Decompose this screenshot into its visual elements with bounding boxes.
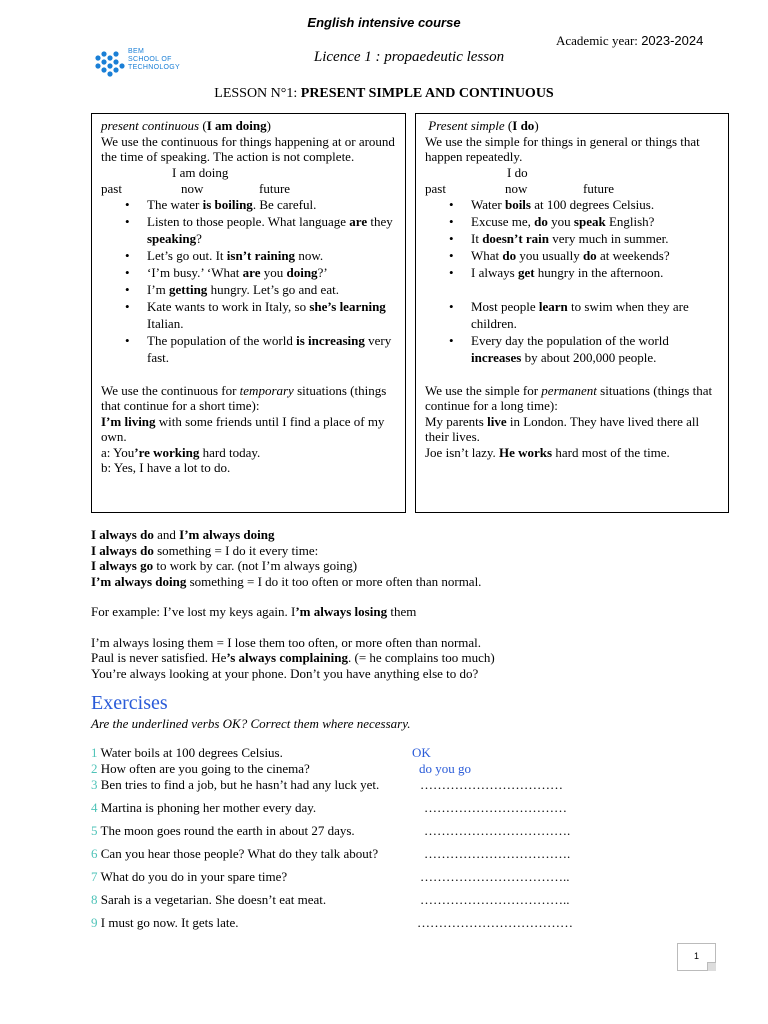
always-section: [91, 527, 731, 681]
example-text: . Be careful.: [252, 196, 317, 212]
timeline-center: I am doing: [172, 164, 229, 180]
example-item: [425, 196, 720, 213]
example-text: The population of the world: [147, 332, 297, 348]
exercise-answer[interactable]: ……………………………: [424, 800, 567, 815]
line-text: to work by car. (not I’m always going): [153, 558, 358, 573]
line-text: Paul is never satisfied. He: [91, 650, 227, 665]
example-bold: are: [242, 264, 261, 280]
always-line: You’re always looking at your phone. Don’t you have anything else to do?: [91, 665, 479, 681]
heading-italic: present continuous: [101, 118, 200, 133]
exercises-instruction: Are the underlined verbs OK? Correct them where necessary.: [91, 716, 411, 731]
exercise-number: 6: [91, 846, 98, 861]
always-line: [91, 543, 731, 559]
example-bold: is increasing: [296, 332, 365, 348]
line-text: . (= he complains too much): [347, 650, 495, 665]
timeline: [425, 165, 720, 196]
example-text: very fast.: [147, 332, 392, 365]
example-text: hard today.: [199, 444, 261, 460]
example-bold: doing: [286, 264, 318, 280]
always-title: [91, 527, 731, 543]
exercise-question: [91, 823, 355, 839]
line-text: For example: I’ve lost my keys again. I: [91, 604, 296, 619]
example-item: [425, 230, 720, 247]
dialog-a: [101, 445, 397, 461]
exercise-text: Sarah is a vegetarian. She doesn’t eat meat.: [97, 892, 327, 907]
example-text: ?’: [317, 264, 328, 280]
academic-year: [556, 33, 703, 49]
exercise-number: 8: [91, 892, 98, 907]
always-line: [91, 574, 731, 590]
example-text: Let’s go out. It: [147, 247, 227, 263]
example-text: ‘I’m busy.’ ‘What: [147, 264, 243, 280]
example-bold: ’re working: [134, 444, 200, 460]
example-text: It: [471, 230, 483, 246]
rule-italic: temporary: [239, 382, 294, 398]
present-continuous-box: [91, 113, 406, 513]
line-bold: I’m always doing: [91, 573, 187, 589]
page-fold-icon: [707, 962, 716, 971]
exercise-question: [91, 745, 283, 761]
example-text: you: [547, 213, 574, 229]
course-title: English intensive course: [307, 15, 461, 30]
logo-text-line: BEM: [128, 48, 145, 55]
example-list: [425, 196, 720, 366]
line-text: something = I do it every time:: [153, 542, 319, 558]
example-text: My parents: [425, 413, 488, 429]
example-item: [101, 281, 397, 298]
example-bold: learn: [538, 298, 568, 314]
joe-example: [425, 445, 720, 461]
example-item: [425, 298, 720, 332]
rule-text: situations (things that continue for a short time):: [101, 382, 387, 413]
timeline-future: future: [583, 180, 615, 196]
lesson-name: PRESENT SIMPLE AND CONTINUOUS: [300, 86, 554, 101]
exercise-text: Water boils at 100 degrees Celsius.: [97, 745, 283, 760]
exercise-text: How often are you going to the cinema?: [97, 761, 310, 776]
example-text: by about 200,000 people.: [521, 349, 657, 365]
exercise-answer[interactable]: ……………………………..: [420, 869, 570, 884]
example-text: in London. They have lived there all their lives.: [425, 413, 700, 444]
example-bold: speaking: [147, 230, 197, 246]
rule-text: We use the continuous for: [101, 382, 240, 398]
lesson-title: [0, 86, 768, 102]
example-bold: I’m living: [101, 413, 156, 429]
example-text: English?: [605, 213, 655, 229]
timeline-center: I do: [507, 164, 528, 180]
line-bold: I always do: [91, 542, 154, 558]
timeline-future: future: [259, 180, 291, 196]
exercise-answer[interactable]: …………………………….: [424, 846, 571, 861]
rule-italic: permanent: [541, 382, 597, 398]
title-bold: I’m always doing: [179, 527, 275, 542]
exercise-question: [91, 777, 379, 793]
example-text: What: [471, 247, 503, 263]
heading-italic: Present simple: [428, 118, 505, 133]
example-text: Most people: [471, 298, 539, 314]
exercise-number: 1: [91, 745, 98, 760]
example-item: [101, 247, 397, 264]
exercise-text: I must go now. It gets late.: [97, 915, 239, 930]
example-text: Kate wants to work in Italy, so: [147, 298, 310, 314]
example-text: Every day the population of the world: [471, 332, 669, 348]
lesson-prefix: LESSON N°1:: [214, 86, 301, 101]
timeline-past: past: [425, 180, 446, 196]
exercise-number: 5: [91, 823, 98, 838]
example-bold: are: [349, 213, 368, 229]
example-text: I always: [471, 264, 518, 280]
exercise-answer[interactable]: ……………………………: [420, 777, 563, 792]
heading-bold: I am doing: [206, 118, 267, 133]
example-item: [425, 332, 720, 366]
example-bold: is boiling: [202, 196, 253, 212]
exercise-text: Can you hear those people? What do they talk about?: [97, 846, 379, 861]
example-item: [425, 247, 720, 264]
box-heading: present continuous (I am doing): [101, 118, 271, 133]
line-text: something = I do it too often or more often than normal.: [186, 573, 482, 589]
example-text: Joe isn’t lazy.: [425, 444, 500, 460]
example-text: very much in summer.: [549, 230, 669, 246]
example-bold: do: [534, 213, 548, 229]
dialog-b: b: Yes, I have a lot to do.: [101, 460, 231, 475]
example-text: to swim when they are children.: [471, 298, 689, 331]
exercise-answer[interactable]: ………………………………: [417, 915, 573, 930]
example-item: [425, 213, 720, 230]
line-text: them: [387, 604, 417, 619]
example-text: Water: [471, 196, 505, 212]
example-bold: speak: [573, 213, 606, 229]
example-bold: increases: [471, 349, 522, 365]
exercise-question: [91, 800, 316, 816]
academic-year-label: Academic year:: [556, 33, 642, 48]
exercise-number: 3: [91, 777, 98, 792]
example-bold: do: [582, 247, 597, 263]
exercises-title: Exercises: [91, 692, 168, 714]
box-intro: We use the continuous for things happening at or around the time of speaking. The action is not complete.: [101, 133, 395, 164]
exercise-question: [91, 915, 239, 931]
line-bold: I always go: [91, 558, 154, 573]
example-bold: doesn’t rain: [482, 230, 550, 246]
timeline: [101, 165, 397, 196]
rule-text: situations (things that continue for a long time):: [425, 382, 713, 413]
page-number-value: 1: [693, 951, 699, 961]
example-text: a: You: [101, 444, 135, 460]
example-text: I’m: [147, 281, 170, 297]
example-item: [425, 264, 720, 281]
example-bold: boils: [504, 196, 531, 212]
example-bold: He works: [499, 444, 553, 460]
exercise-number: 7: [91, 869, 98, 884]
line-bold: ’m always losing: [295, 604, 388, 619]
heading-bold: I do: [512, 118, 535, 133]
exercise-number: 4: [91, 800, 98, 815]
example-text: The water: [147, 196, 203, 212]
example-text: you: [260, 264, 287, 280]
always-line: [91, 558, 731, 574]
example-text: hungry. Let’s go and eat.: [207, 281, 339, 297]
title-text: and: [153, 527, 180, 542]
example-text: you usually: [516, 247, 583, 263]
example-text: Italian.: [147, 315, 184, 331]
example-text: Excuse me,: [471, 213, 535, 229]
example-item: [101, 213, 397, 247]
box-heading: Present simple (I do): [428, 118, 539, 133]
always-example: [91, 604, 731, 620]
line-bold: ’s always complaining: [226, 650, 348, 665]
example-text: at weekends?: [596, 247, 670, 263]
example-bold: live: [487, 413, 507, 429]
present-simple-box: [415, 113, 729, 513]
example-bold: do: [502, 247, 517, 263]
academic-year-value: 2023-2024: [641, 33, 704, 48]
school-logo: [92, 46, 202, 80]
exercise-question: [91, 846, 378, 862]
exercise-question: [91, 892, 326, 908]
example-bold: getting: [169, 281, 208, 297]
exercise-answer: OK: [412, 745, 431, 760]
logo-text-line: TECHNOLOGY: [128, 64, 181, 71]
living-example: [101, 414, 397, 445]
temporary-rule: [101, 383, 397, 414]
example-bold: she’s learning: [309, 298, 386, 314]
exercise-question: [91, 761, 310, 777]
logo-text-line: SCHOOL OF: [128, 56, 172, 63]
example-text: Listen to those people. What language: [147, 213, 350, 229]
exercise-text: The moon goes round the earth in about 27 days.: [97, 823, 355, 838]
logo-text: [128, 48, 180, 72]
always-line: I’m always losing them = I lose them too often, or more often than normal.: [91, 634, 482, 650]
example-text: ?: [196, 230, 202, 246]
example-bold: isn’t raining: [226, 247, 296, 263]
box-intro: We use the simple for things in general or things that happen repeatedly.: [425, 133, 700, 164]
licence-subtitle: Licence 1 : propaedeutic lesson: [313, 49, 505, 65]
exercise-answer[interactable]: …………………………….: [424, 823, 571, 838]
exercise-answer[interactable]: ……………………………..: [420, 892, 570, 907]
example-text: with some friends until I find a place of my own.: [101, 413, 385, 444]
example-text: hungry in the afternoon.: [534, 264, 664, 280]
exercise-question: [91, 869, 287, 885]
exercise-number: 2: [91, 761, 98, 776]
exercise-text: What do you do in your spare time?: [97, 869, 288, 884]
permanent-rule: [425, 383, 720, 414]
timeline-now: now: [505, 180, 528, 196]
example-text: hard most of the time.: [552, 444, 670, 460]
example-item: [101, 298, 397, 332]
title-bold: I always do: [91, 527, 154, 542]
example-item: [101, 264, 397, 281]
example-bold: get: [517, 264, 535, 280]
example-text: now.: [295, 247, 324, 263]
parents-example: [425, 414, 720, 445]
exercise-answer: do you go: [419, 761, 471, 776]
always-line: [91, 650, 731, 666]
example-text: they: [367, 213, 393, 229]
example-text: at 100 degrees Celsius.: [530, 196, 655, 212]
exercise-text: Ben tries to find a job, but he hasn’t had any luck yet.: [97, 777, 380, 792]
example-item: [101, 196, 397, 213]
timeline-now: now: [181, 180, 204, 196]
timeline-past: past: [101, 180, 122, 196]
logo-mark-icon: [92, 46, 126, 80]
rule-text: We use the simple for: [425, 382, 542, 398]
exercise-text: Martina is phoning her mother every day.: [97, 800, 317, 815]
page-number: [677, 943, 716, 971]
exercise-number: 9: [91, 915, 98, 930]
example-item: [101, 332, 397, 366]
example-list: [101, 196, 397, 366]
